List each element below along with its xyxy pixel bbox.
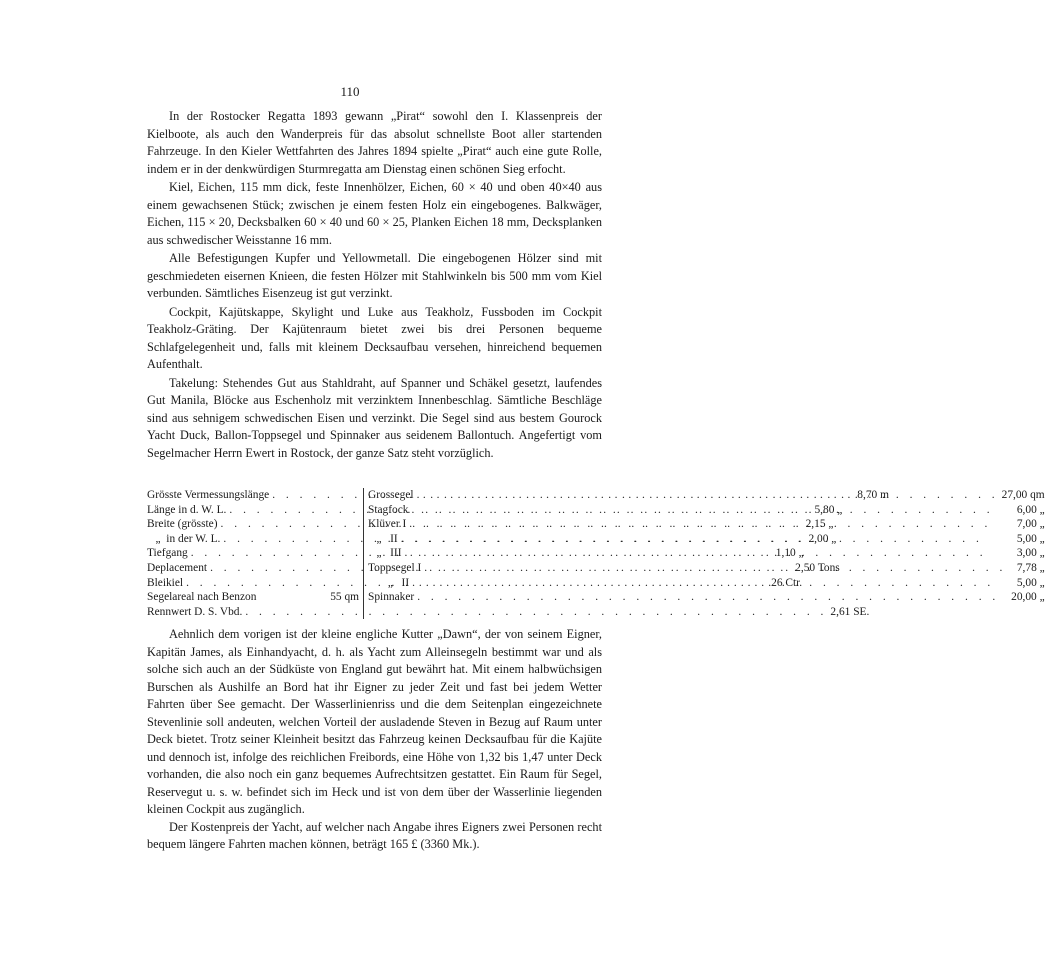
spec-row: Spinnaker . . . 20,00 „ — [368, 590, 1045, 605]
paragraph-cockpit: Cockpit, Kajütskappe, Skylight und Luke aus Teakholz, Fussboden im Cockpit Teakholz-Gräting. Der Kajütenraum bietet zwei bis drei Personen bequeme Schlafgelegenheit und, falls mit kleinem Decksaufbau versehen, hinreichend bequemen Aufenthalt. — [147, 304, 602, 371]
paragraph-fastenings: Alle Befestigungen Kupfer und Yellowmetall. Die eingebogenen Hölzer sind mit geschmiedeten eisernen Knieen, die festen Hölzer mit Stahlwinkeln bis 500 mm vom Kiel verbunden. Sämtliches Eisenzeug ist gut verzinkt. — [147, 251, 602, 300]
paragraph-dawn: Aehnlich dem vorigen ist der kleine engliche Kutter „Dawn“, der von seinem Eigner, Kapitän James, als Einhandyacht, d. h. als Yacht zum Alleinsegeln bestimmt war und als solche sich auch an der Südküste von England gut bewährt hat. Mit einem halbwüchsigen Burschen als Aushilfe an Bord hat ihr Eigner zu jeder Zeit und fast bei jedem Wetter Fahrten über See gemacht. Der Wasserlinienriss und die dem Seitenplan eingezeichnete Stevenlinie soll andeuten, welchen Vorteil der ausladende Steven in Bezug auf Raum unter Deck bietet. Trotz seiner Kleinheit besitzt das Fahrzeug keinen Decksaufbau für die Kajüte und dennoch ist, infolge des reichlichen Freibords, eine Höhe von 1,32 bis 1,47 unter Deck vorhanden, die also noch ein ganz bequemes Aufrechtsitzen gestattet. Ein Raum für Segel, Reservegut u. s. w. befindet sich im Heck und ist von dem über der Wasserlinie liegenden kleinen Cockpit aus zugänglich. — [147, 627, 602, 816]
spec-row: „ III . . . 3,00 „ — [368, 546, 1045, 561]
spec-row: „ II . . . 5,00 „ — [368, 576, 1045, 591]
body-text-lower — [147, 626, 602, 854]
spec-row: Rennwert D. S. Vbd. . . . 2,61 SE. — [147, 605, 359, 620]
spec-row: Toppsegel I . . . 7,78 „ — [368, 561, 1045, 576]
spec-row: Breite (grösste) . . . 2,15 „ — [147, 517, 359, 532]
page-number: 110 — [340, 84, 360, 99]
paragraph-cost: Der Kostenpreis der Yacht, auf welcher nach Angabe ihres Eigners zwei Personen recht bequem längere Fahrten machen können, beträgt 165 £ (3360 Mk.). — [147, 819, 602, 851]
spec-row: Länge in d. W. L. . . . 5,80 „ — [147, 503, 359, 518]
body-text-upper — [147, 108, 602, 462]
paragraph-regatta: In der Rostocker Regatta 1893 gewann „Pirat“ sowohl den I. Klassenpreis der Kielboote, als auch den Wanderpreis für das absolut schnellste Boot aller startenden Fahrzeuge. In den Kieler Wettfahrten des Jahres 1894 spielte „Pirat“ auch eine gute Rolle, indem er in der denkwürdigen Sturmregatta am Dienstag einen schönen Sieg erfocht. — [147, 109, 602, 176]
paragraph-construction: Kiel, Eichen, 115 mm dick, feste Innenhölzer, Eichen, 60 × 40 und oben 40×40 aus einem gewachsenen Stück; zwischen je einem festen Holz ein eingebogenes. Balkwäger, Eichen, 115 × 20, Decksbalken 60 × 40 und 60 × 25, Planken Eichen 18 mm, Decksplanken aus schwedischer Weisstanne 16 mm. — [147, 180, 602, 247]
spec-row: Grossegel . . . 27,00 qm — [368, 488, 1045, 503]
spec-row: Deplacement . . . 2,50 Tons — [147, 561, 359, 576]
spec-row: „ in der W. L. . . . 2,00 „ — [147, 532, 359, 547]
paragraph-rigging: Takelung: Stehendes Gut aus Stahldraht, auf Spanner und Schäkel gesetzt, laufendes Gut Manila, Blöcke aus Eschenholz mit verzinktem Innenbeschlag. Sämtliche Beschläge sind aus sehnigem schwedischen Eisen und verzinkt. Die Segel sind aus bestem Gourock Yacht Duck, Ballon-Toppsegel und Spinnaker aus seidenem Ballontuch. Angefertigt vom Segelmacher Herrn Ewert in Rostock, der ganze Satz steht vorzüglich. — [147, 375, 602, 460]
spec-row: Stagfock . . . 6,00 „ — [368, 503, 1045, 518]
specification-table — [147, 488, 1045, 619]
spec-row: Segelareal nach Benzon 55 qm — [147, 591, 359, 604]
spec-row: Grösste Vermessungslänge . . . 8,70 m — [147, 488, 359, 503]
spec-row: „ II . . . 5,00 „ — [368, 532, 1045, 547]
spec-row: Tiefgang . . . 1,10 „ — [147, 546, 359, 561]
sails-column — [363, 488, 1045, 619]
spec-row: Bleikiel . . . 26 Ctr. — [147, 576, 359, 591]
spec-row: Klüver I . . . 7,00 „ — [368, 517, 1045, 532]
